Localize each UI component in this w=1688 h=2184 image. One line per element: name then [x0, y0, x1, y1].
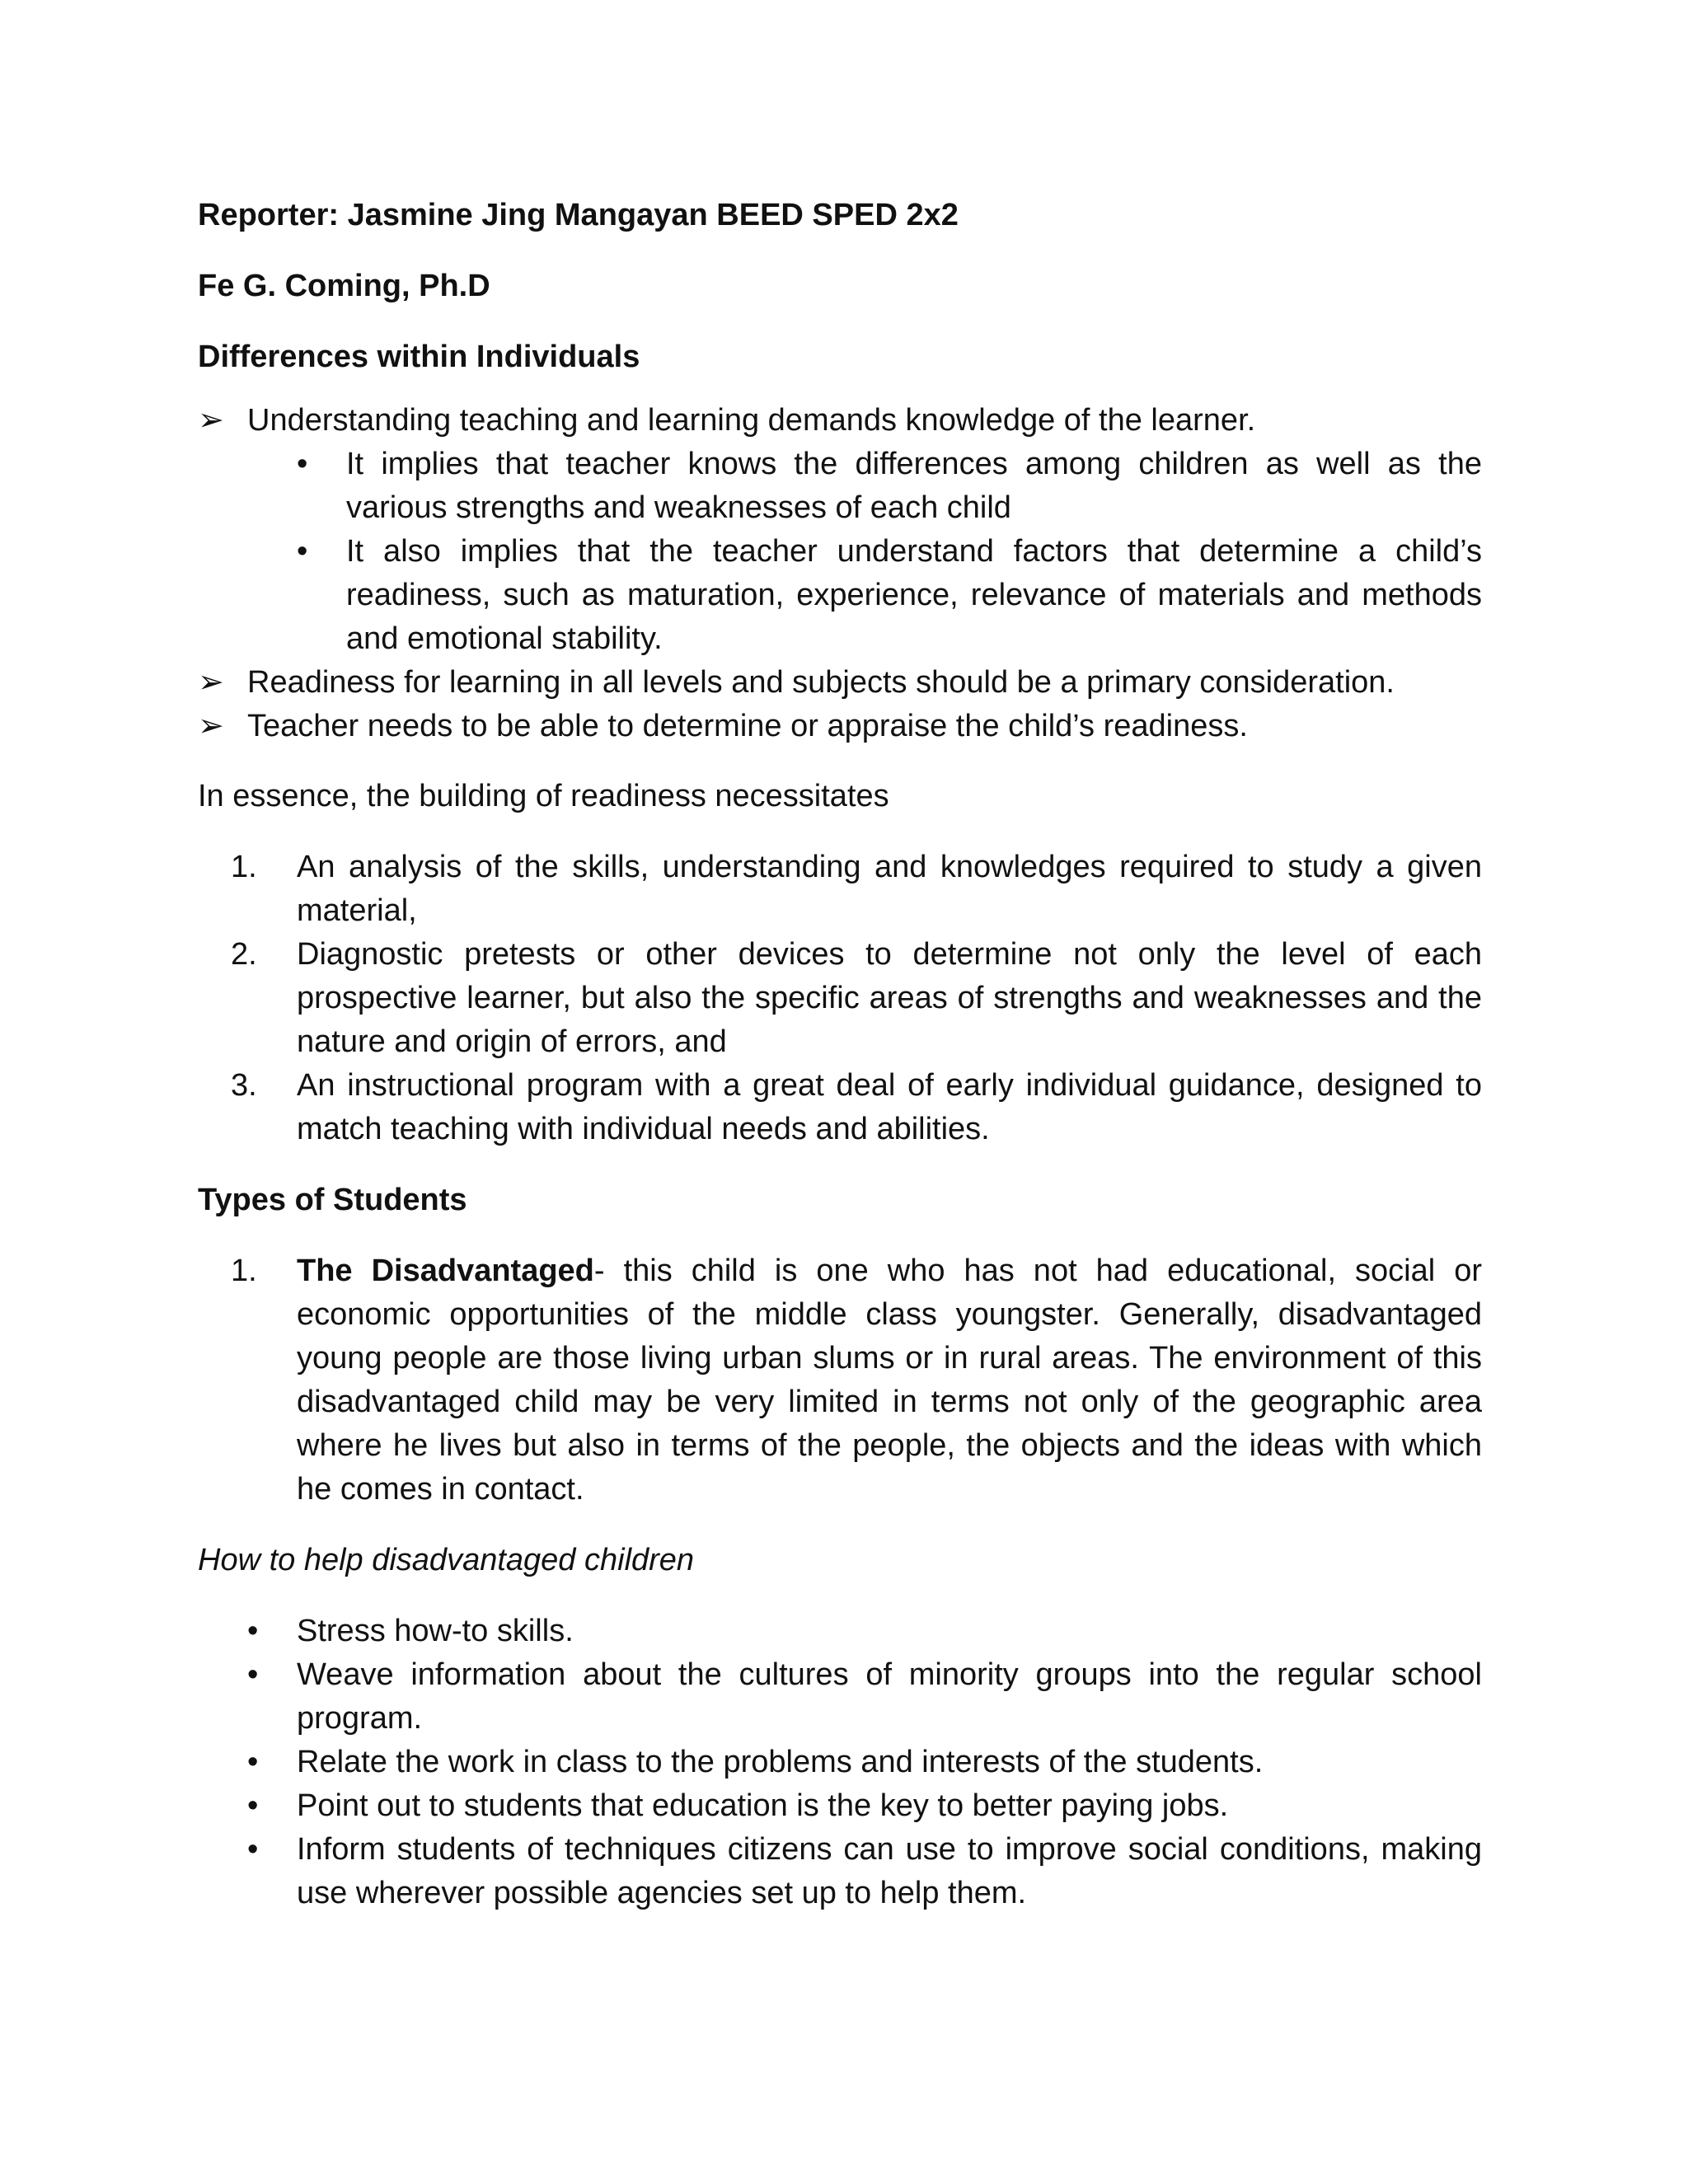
help-bullet-item: [247, 1784, 1482, 1828]
list-number: 2.: [231, 937, 257, 972]
help-bullet-item: [247, 1610, 1482, 1653]
sub-bullet-text: It also implies that the teacher understand factors that determine a child’s readiness, such as maturation, experience, relevance of materials and methods and emotional stability.: [346, 534, 1482, 656]
dot-bullet-icon: •: [297, 534, 308, 569]
readiness-numbered-list: [198, 846, 1482, 1151]
help-bullet-list: [198, 1610, 1482, 1915]
arrow-item: [198, 399, 1482, 661]
numbered-item: [198, 846, 1482, 933]
numbered-item-text: An analysis of the skills, understanding and knowledges required to study a given material,: [297, 850, 1482, 928]
help-bullet-text: Relate the work in class to the problems and interests of the students.: [297, 1745, 1264, 1779]
arrow-bullet-icon: ➢: [198, 403, 224, 438]
help-bullet-text: Stress how-to skills.: [297, 1614, 574, 1648]
help-bullet-item: [247, 1741, 1482, 1784]
section-title-types: Types of Students: [198, 1183, 467, 1217]
student-type-description: - this child is one who has not had educational, social or economic opportunities of the middle class youngster. Generally, disadvantaged young people are those living urban slums or in rural areas. The environment of this disadvantaged child may be very limited in terms not only of the geographic area where he lives but also in terms of the people, the objects and the ideas with which he comes in contact.: [297, 1254, 1483, 1507]
dot-bullet-icon: •: [247, 1657, 259, 1692]
help-subtitle: How to help disadvantaged children: [198, 1543, 695, 1577]
list-number: 1.: [231, 1254, 257, 1288]
reporter-line: Reporter: Jasmine Jing Mangayan BEED SPED 2x2: [198, 198, 959, 232]
author-line: Fe G. Coming, Ph.D: [198, 269, 490, 303]
dot-bullet-icon: •: [247, 1788, 259, 1823]
sub-bullet-list: [198, 443, 1482, 661]
student-types-list: [198, 1249, 1482, 1511]
arrow-item: [198, 661, 1482, 705]
arrow-bullet-icon: ➢: [198, 709, 224, 743]
help-bullet-text: Weave information about the cultures of minority groups into the regular school program.: [297, 1657, 1482, 1736]
sub-bullet-item: [297, 530, 1482, 661]
help-bullet-item: [247, 1828, 1482, 1915]
numbered-item: [198, 1064, 1482, 1151]
numbered-item-text: An instructional program with a great deal of early individual guidance, designed to match teaching with individual needs and abilities.: [297, 1068, 1482, 1146]
numbered-item-text: Diagnostic pretests or other devices to determine not only the level of each prospective learner, but also the specific areas of strengths and weaknesses and the nature and origin of errors, and: [297, 937, 1482, 1059]
section-title-differences: Differences within Individuals: [198, 340, 640, 374]
dot-bullet-icon: •: [297, 447, 308, 481]
arrow-bullet-icon: ➢: [198, 665, 224, 700]
readiness-intro: In essence, the building of readiness necessitates: [198, 779, 889, 813]
student-type-term: The Disadvantaged: [297, 1254, 594, 1288]
dot-bullet-icon: •: [247, 1745, 259, 1779]
help-bullet-text: Inform students of techniques citizens can use to improve social conditions, making use wherever possible agencies set up to help them.: [297, 1832, 1482, 1910]
sub-bullet-text: It implies that teacher knows the differences among children as well as the various strengths and weaknesses of each child: [346, 447, 1482, 525]
help-bullet-item: [247, 1653, 1482, 1741]
student-type-item: [198, 1249, 1482, 1511]
dot-bullet-icon: •: [247, 1832, 259, 1867]
help-bullet-text: Point out to students that education is the key to better paying jobs.: [297, 1788, 1229, 1823]
dot-bullet-icon: •: [247, 1614, 259, 1648]
arrow-item-text: Teacher needs to be able to determine or appraise the child’s readiness.: [247, 709, 1248, 743]
document-body: [198, 194, 1482, 1915]
arrow-item-text: Understanding teaching and learning demands knowledge of the learner.: [247, 403, 1256, 438]
arrow-item: [198, 705, 1482, 748]
arrow-item-text: Readiness for learning in all levels and subjects should be a primary consideration.: [247, 665, 1395, 700]
list-number: 3.: [231, 1068, 257, 1103]
arrow-list: [198, 399, 1482, 748]
sub-bullet-item: [297, 443, 1482, 530]
numbered-item: [198, 933, 1482, 1064]
list-number: 1.: [231, 850, 257, 884]
